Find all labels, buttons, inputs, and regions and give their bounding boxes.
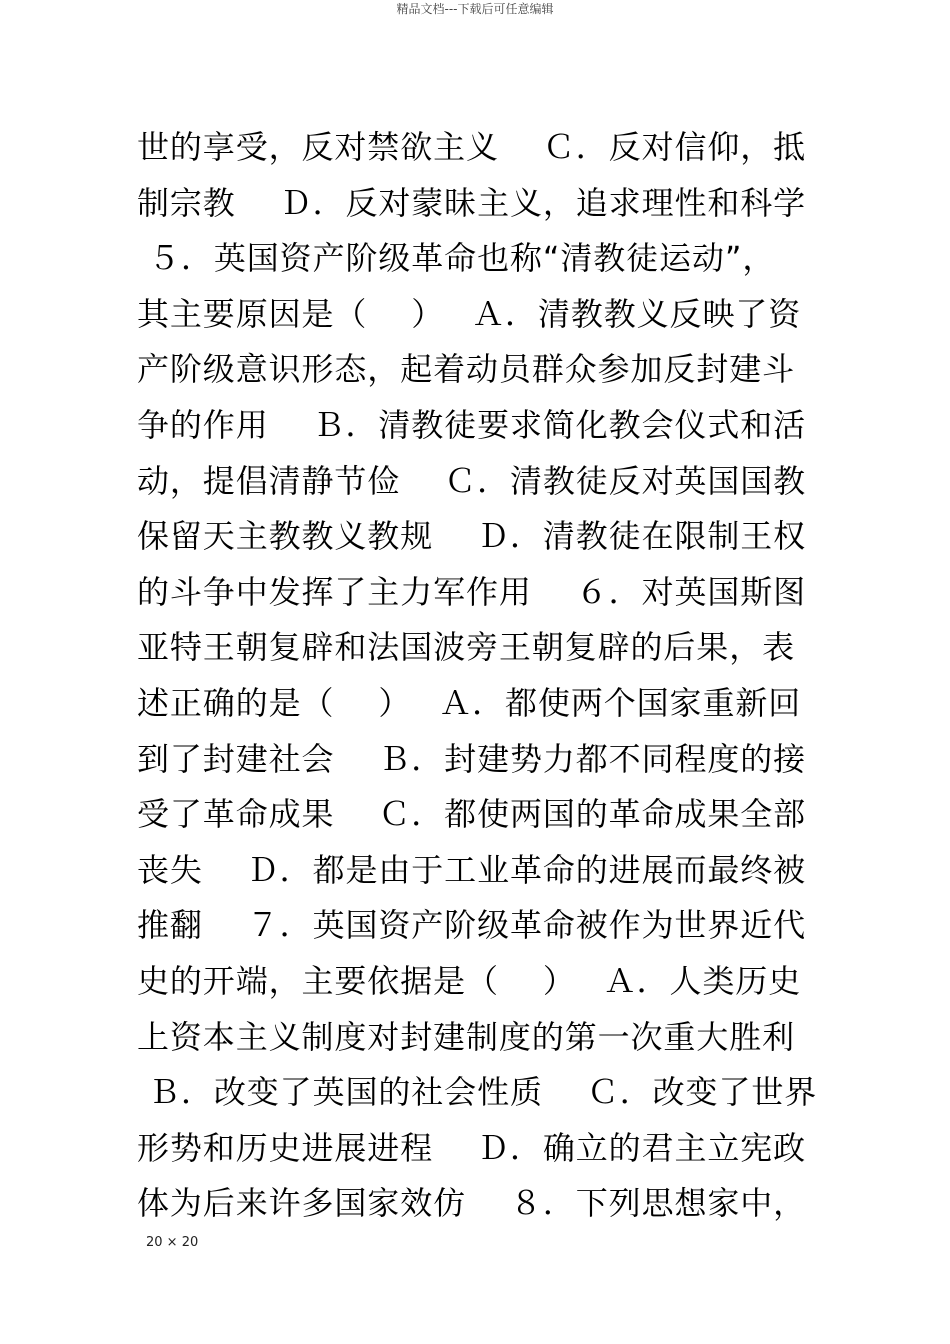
text-line: 推翻 ７．英国资产阶级革命被作为世界近代: [137, 906, 807, 945]
text-line: 体为后来许多国家效仿 ８．下列思想家中，: [137, 1184, 807, 1223]
text-line: 述正确的是（ ） Ａ．都使两个国家重新回: [137, 683, 802, 722]
page-header: 精品文档---下载后可任意编辑: [396, 2, 554, 16]
document-body: [137, 120, 817, 1232]
text-line: 丧失 Ｄ．都是由于工业革命的进展而最终被: [137, 850, 807, 889]
text-line: 到了封建社会 Ｂ．封建势力都不同程度的接: [137, 739, 807, 778]
text-line: 受了革命成果 Ｃ．都使两国的革命成果全部: [137, 795, 807, 834]
text-line: 保留天主教教义教规 Ｄ．清教徒在限制王权: [137, 517, 807, 556]
text-line: 上资本主义制度对封建制度的第一次重大胜利: [137, 1017, 796, 1056]
text-line: 产阶级意识形态，起着动员群众参加反封建斗: [137, 350, 796, 389]
text-line: 世的享受，反对禁欲主义 Ｃ．反对信仰，抵: [137, 128, 807, 166]
text-line: 的斗争中发挥了主力军作用 ６．对英国斯图: [137, 572, 807, 611]
text-line: ５．英国资产阶级革命也称“清教徒运动”，: [137, 239, 776, 278]
text-line: 亚特王朝复辟和法国波旁王朝复辟的后果，表: [137, 628, 796, 667]
text-line: 争的作用 Ｂ．清教徒要求简化教会仪式和活: [137, 405, 807, 444]
text-line: 形势和历史进展进程 Ｄ．确立的君主立宪政: [137, 1128, 807, 1167]
text-line: 制宗教 Ｄ．反对蒙昧主义，追求理性和科学: [137, 183, 807, 222]
page-size-label: 20 × 20: [146, 1235, 199, 1250]
text-line: 动，提倡清静节俭 Ｃ．清教徒反对英国国教: [137, 461, 807, 500]
text-line: 其主要原因是（ ） Ａ．清教教义反映了资: [137, 294, 802, 333]
text-line: Ｂ．改变了英国的社会性质 Ｃ．改变了世界: [137, 1073, 818, 1112]
text-line: 史的开端，主要依据是（ ） Ａ．人类历史: [137, 961, 802, 1000]
